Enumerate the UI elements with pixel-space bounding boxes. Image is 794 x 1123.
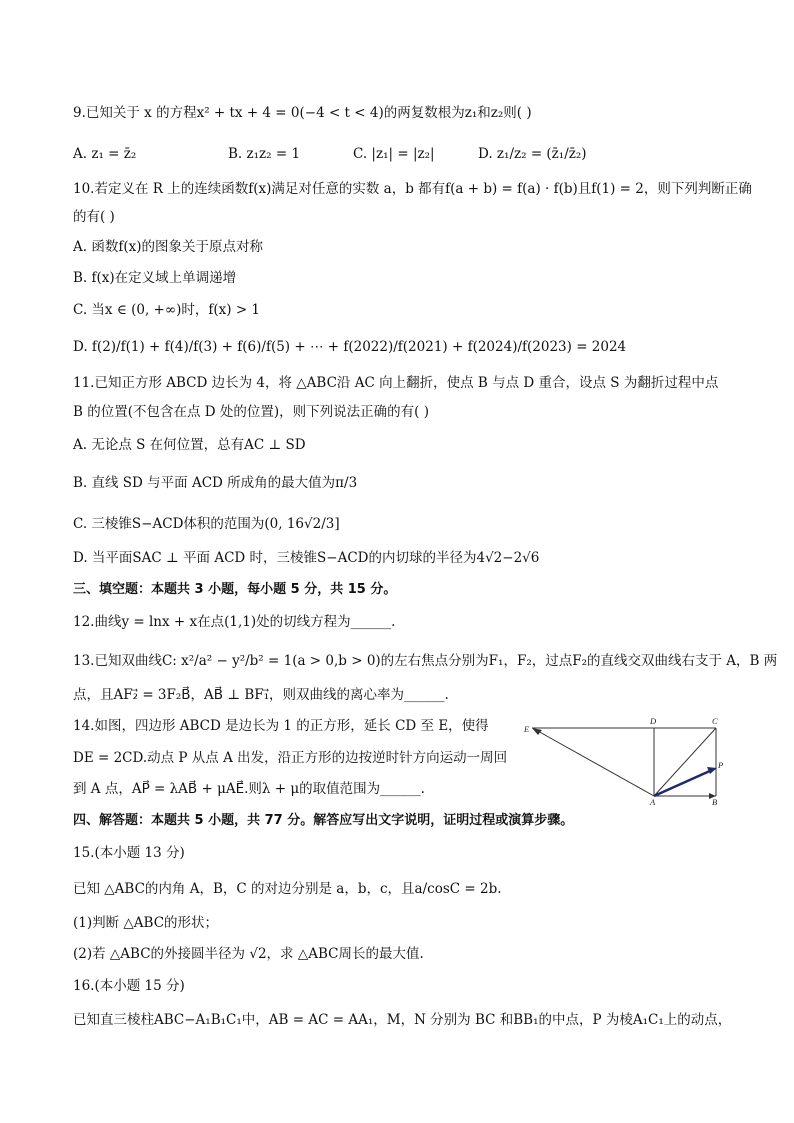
vector-ap — [654, 770, 712, 796]
section-4-heading: 四、解答题：本题共 5 小题，共 77 分。解答应写出文字说明，证明过程或演算步骤。 — [73, 813, 574, 828]
q9-option-b: B. z₁z₂ = 1 — [228, 146, 301, 162]
q10-stem-line2: 的有( ) — [73, 209, 115, 225]
q11-option-a: A. 无论点 S 在何位置，总有AC ⊥ SD — [73, 437, 306, 453]
q10-option-b: B. f(x)在定义域上单调递增 — [73, 270, 237, 286]
q13-line2: 点，且AF₂⃗ = 3F₂B⃗，AB⃗ ⊥ BF₁⃗，则双曲线的离心率为______. — [73, 687, 449, 703]
q12: 12.曲线y = lnx + x在点(1,1)处的切线方程为______. — [73, 614, 396, 630]
label-b: B — [712, 797, 718, 806]
q11-option-b: B. 直线 SD 与平面 ACD 所成角的最大值为π/3 — [73, 475, 358, 491]
label-d: D — [650, 716, 657, 726]
q9-option-a: A. z₁ = z̄₂ — [73, 146, 137, 162]
q9-stem: 9.已知关于 x 的方程x² + tx + 4 = 0(−4 < t < 4)的两复数根为z₁和z₂则( ) — [73, 105, 532, 121]
q11-stem-line2: B 的位置(不包含在点 D 处的位置)，则下列说法正确的有( ) — [73, 404, 429, 420]
q11-option-d: D. 当平面SAC ⊥ 平面 ACD 时，三棱锥S−ACD的内切球的半径为4√2−2√6 — [73, 550, 540, 566]
label-p: P — [718, 760, 724, 770]
q9-option-d: D. z₁/z₂ = (z̄₁/z̄₂) — [478, 146, 587, 162]
label-e: E — [524, 724, 530, 734]
arrowhead-e-icon — [532, 728, 542, 735]
q14-figure — [520, 714, 732, 806]
q16-heading: 16.(本小题 15 分) — [73, 978, 185, 994]
q10-option-a: A. 函数f(x)的图象关于原点对称 — [73, 239, 263, 255]
q10-option-c: C. 当x ∈ (0, +∞)时，f(x) > 1 — [73, 302, 261, 318]
q11-option-c: C. 三棱锥S−ACD体积的范围为(0, 16√2/3] — [73, 516, 340, 532]
q15-heading: 15.(本小题 13 分) — [73, 845, 185, 861]
q9-option-c: C. |z₁| = |z₂| — [353, 146, 435, 162]
q15-part1: (1)判断 △ABC的形状； — [73, 915, 219, 931]
label-a: A — [650, 797, 656, 806]
section-3-heading: 三、填空题：本题共 3 小题，每小题 5 分，共 15 分。 — [73, 582, 397, 597]
q15-stem: 已知 △ABC的内角 A，B，C 的对边分别是 a，b，c，且a/cosC = 2b. — [73, 881, 502, 897]
q15-part2: (2)若 △ABC的外接圆半径为 √2，求 △ABC周长的最大值. — [73, 946, 424, 962]
q16-stem: 已知直三棱柱ABC−A₁B₁C₁中，AB = AC = AA₁，M，N 分别为 BC 和BB₁的中点，P 为棱A₁C₁上的动点， — [73, 1012, 732, 1028]
diagonal-ac — [654, 728, 716, 796]
q10-stem-line1: 10.若定义在 R 上的连续函数f(x)满足对任意的实数 a，b 都有f(a + b) = f(a) · f(b)且f(1) = 2，则下列判断正确 — [73, 181, 752, 197]
q14-line1: 14.如图，四边形 ABCD 是边长为 1 的正方形，延长 CD 至 E，使得 — [73, 718, 489, 734]
vector-ae — [536, 730, 654, 796]
q11-stem-line1: 11.已知正方形 ABCD 边长为 4，将 △ABC沿 AC 向上翻折，使点 B 与点 D 重合，设点 S 为翻折过程中点 — [73, 375, 719, 391]
q13-line1: 13.已知双曲线C: x²/a² − y²/b² = 1(a > 0,b > 0)的左右焦点分别为F₁，F₂，过点F₂的直线交双曲线右支于 A，B 两 — [73, 653, 778, 669]
q10-option-d: D. f(2)/f(1) + f(4)/f(3) + f(6)/f(5) + ⋯ + f(2022)/f(2021) + f(2024)/f(2023) = 2024 — [73, 339, 627, 355]
q14-line3: 到 A 点，AP⃗ = λAB⃗ + μAE⃗.则λ + μ的取值范围为______. — [73, 781, 425, 797]
q14-line2: DE = 2CD.动点 P 从点 A 出发，沿正方形的边按逆时针方向运动一周回 — [73, 750, 508, 766]
label-c: C — [712, 716, 718, 726]
